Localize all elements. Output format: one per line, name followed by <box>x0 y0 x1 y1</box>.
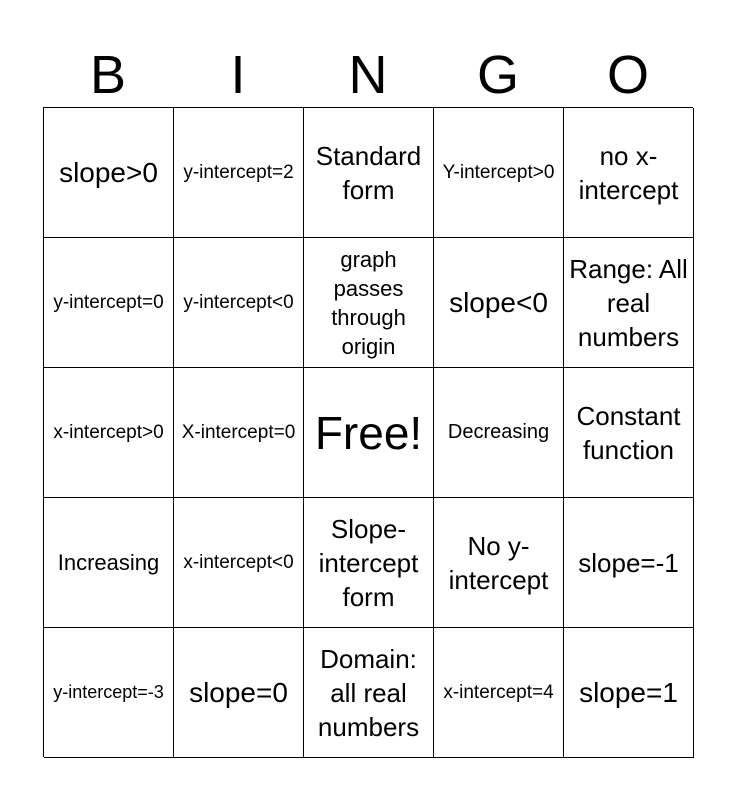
bingo-cell[interactable] <box>434 108 564 238</box>
header-letter-g: G <box>476 45 519 105</box>
bingo-cell[interactable] <box>44 498 174 628</box>
cell-text: slope=1 <box>579 676 678 708</box>
cell-text: graph passes through origin <box>331 246 406 359</box>
cell-text: Constant function <box>576 400 681 465</box>
bingo-header <box>43 44 693 106</box>
cell-text: y-intercept=0 <box>53 292 164 313</box>
bingo-cell[interactable] <box>434 368 564 498</box>
free-space-text: Free! <box>314 406 423 459</box>
bingo-cell[interactable] <box>304 238 434 368</box>
bingo-cell[interactable] <box>434 498 564 628</box>
bingo-cell[interactable] <box>564 628 694 758</box>
cell-text: slope>0 <box>59 156 158 188</box>
bingo-cell[interactable] <box>434 628 564 758</box>
cell-text: Slope-intercept form <box>318 513 419 612</box>
bingo-cell[interactable] <box>564 368 694 498</box>
bingo-cell[interactable] <box>564 238 694 368</box>
cell-text: x-intercept=4 <box>443 682 554 703</box>
bingo-cell[interactable] <box>304 498 434 628</box>
cell-text: y-intercept<0 <box>183 292 294 313</box>
free-space-cell[interactable] <box>304 368 434 498</box>
bingo-cell[interactable] <box>44 108 174 238</box>
cell-text: No y-intercept <box>448 530 549 595</box>
cell-text: Increasing <box>57 550 160 575</box>
cell-text: no x-intercept <box>578 140 679 205</box>
bingo-cell[interactable] <box>564 498 694 628</box>
header-letter-b: B <box>89 45 127 105</box>
cell-text: slope=0 <box>189 676 288 708</box>
cell-text: Standard form <box>315 140 422 205</box>
bingo-cell[interactable] <box>174 108 304 238</box>
header-letter-i: I <box>230 45 246 105</box>
bingo-cell[interactable] <box>564 108 694 238</box>
bingo-cell[interactable] <box>434 238 564 368</box>
cell-text: Decreasing <box>447 421 550 443</box>
bingo-cell[interactable] <box>44 628 174 758</box>
cell-text: y-intercept=-3 <box>53 682 164 702</box>
cell-text: Y-intercept>0 <box>442 162 555 183</box>
bingo-cell[interactable] <box>174 238 304 368</box>
cell-text: x-intercept>0 <box>53 422 164 443</box>
cell-text: x-intercept<0 <box>183 552 294 573</box>
cell-text: slope=-1 <box>578 547 679 578</box>
header-letter-n: N <box>348 45 388 105</box>
bingo-cell[interactable] <box>44 238 174 368</box>
header-letter-o: O <box>606 45 649 105</box>
bingo-cell[interactable] <box>174 368 304 498</box>
cell-text: Domain: all real numbers <box>317 643 420 742</box>
bingo-cell[interactable] <box>304 628 434 758</box>
bingo-cell[interactable] <box>304 108 434 238</box>
cell-text: X-intercept=0 <box>181 422 296 443</box>
cell-text: slope<0 <box>449 286 548 318</box>
cell-text: Range: All real numbers <box>569 253 688 352</box>
bingo-cell[interactable] <box>174 498 304 628</box>
bingo-board <box>43 107 693 757</box>
bingo-cell[interactable] <box>174 628 304 758</box>
cell-text: y-intercept=2 <box>183 162 294 183</box>
bingo-cell[interactable] <box>44 368 174 498</box>
